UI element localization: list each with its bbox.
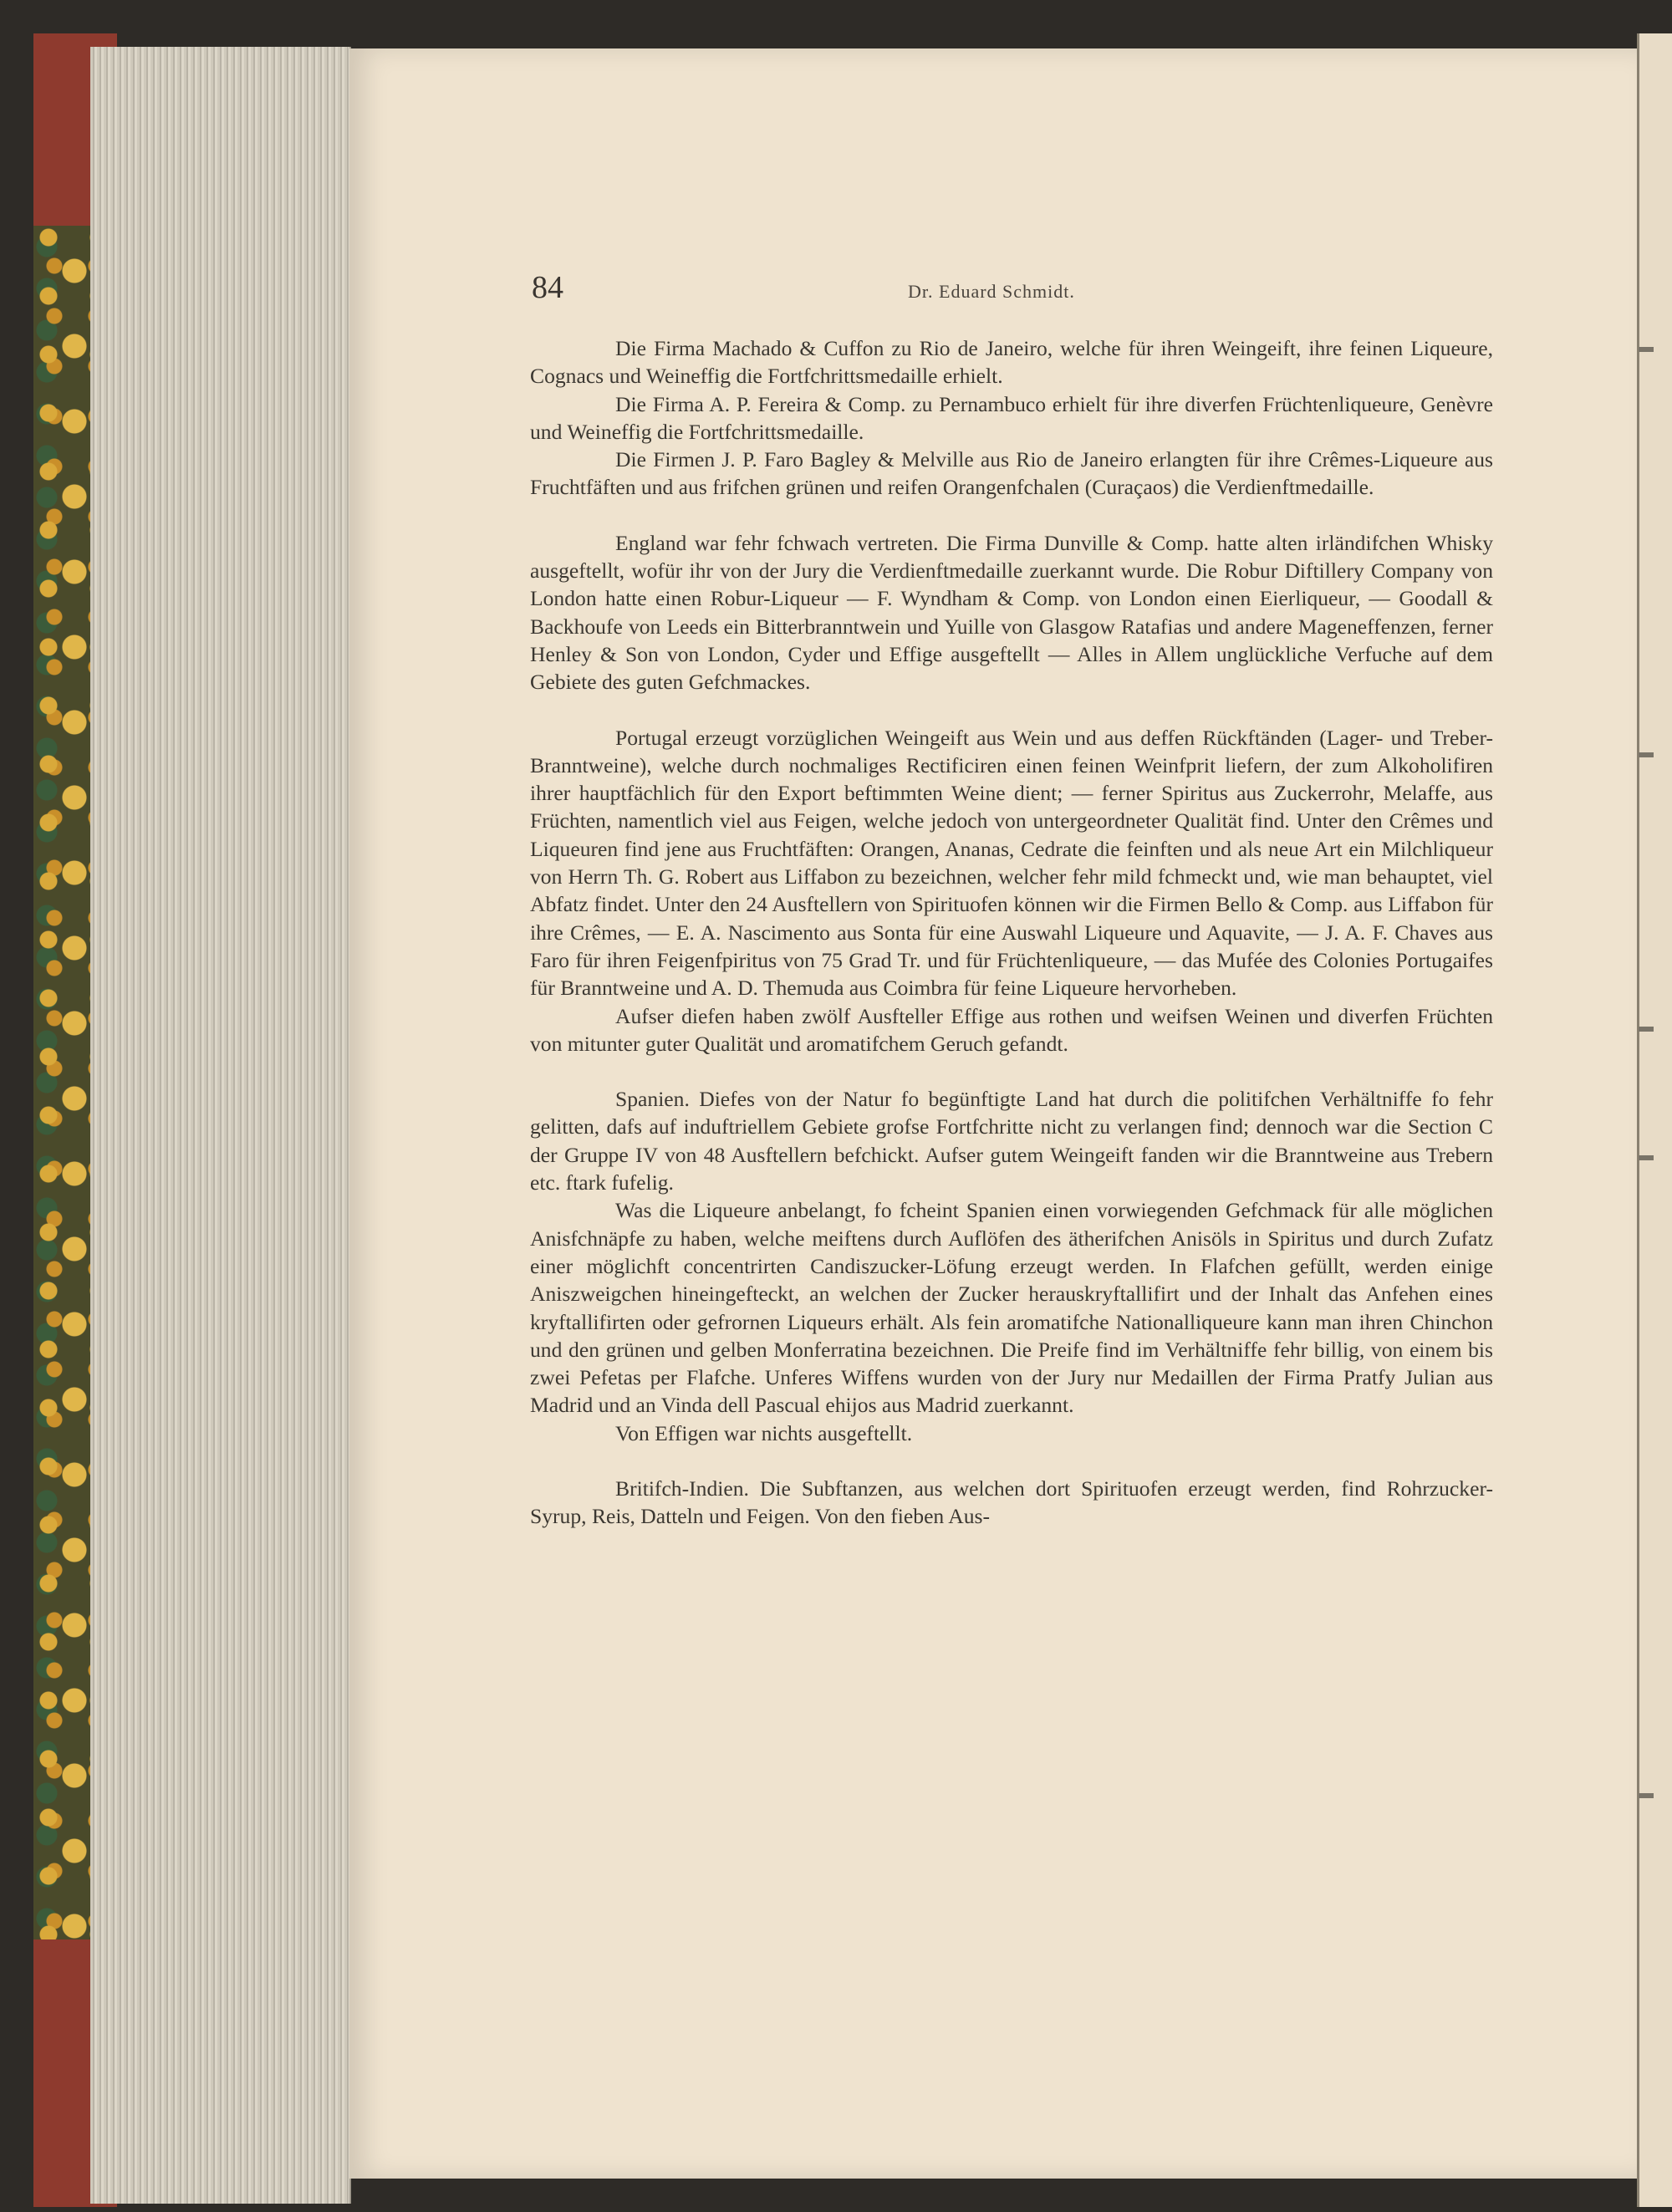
margin-mark: [1639, 347, 1654, 352]
page-number: 84: [532, 270, 563, 305]
paragraph-fereira: Die Firma A. P. Fereira & Comp. zu Pernambuco erhielt für ihre diverfen Früchtenliqueure, Genèvre und Weineffig die Fortfchrittsmedaille.: [530, 391, 1493, 444]
paragraph-spain-vinegar: Von Effigen war nichts ausgeftellt.: [615, 1420, 913, 1445]
paragraph-spain-liqueurs: Was die Liqueure anbelangt, fo fcheint Spanien einen vorwiegenden Gefchmack für alle möglichen Anisfchnäpfe zu haben, welche meiftens durch Auflöfen des ätherifchen Anisöls in Spiritus und durch Zufatz einer möglichft concentrirten Candiszucker-Löfung erzeugt werden. In Flafchen gefüllt, werden einige Aniszweigchen hineingefteckt, an welchen der Zucker herauskryftallifirt und der Inhalt das Anfehen eines kryftallifirten oder gefrornen Liqueurs erhält. Als fein aromatifche Nationalliqueure kann man ihren Chinchon und den grünen und gelben Monferratina bezeichnen. Die Preife find im Verhältniffe fehr billig, von einem bis zwei Pefetas per Flafche. Unferes Wiffens wurden von der Jury nur Medaillen der Firma Pratfy Julian aus Madrid und an Vinda dell Pascual ehijos aus Madrid zuerkannt.: [530, 1198, 1493, 1418]
body-text: [530, 334, 1493, 1531]
paragraph-machado: Die Firma Machado & Cuffon zu Rio de Janeiro, welche für ihren Weingeift, ihre feinen Liqueure, Cognacs und Weineffig die Fortfchrittsmedaille erhielt.: [530, 336, 1493, 389]
paragraph-portugal: Portugal erzeugt vorzüglichen Weingeift aus Wein und aus deffen Rückftänden (Lager- und Treber-Branntweine), welche durch nochmaliges Rectificiren einen feinen Weinfprit liefern, der zum Alkoholifiren ihrer hauptfächlich für den Export beftimmten Weine dient; — ferner Spiritus aus Zuckerrohr, Melaffe, aus Früchten, namentlich viel aus Feigen, welche jedoch von untergeordneter Qualität find. Unter den Crêmes und Liqueuren find jene aus Fruchtfäften: Orangen, Ananas, Cedrate die feinften und als neue Art ein Milchliqueur von Herrn Th. G. Robert aus Liffabon zu bezeichnen, welcher fehr mild fchmeckt und, wie man behauptet, viel Abfatz findet. Unter den 24 Ausftellern von Spirituofen können wir die Firmen Bello & Comp. aus Liffabon für ihre Crêmes, — E. A. Nascimento aus Sonta für eine Auswahl Liqueure und Aquavite, — J. A. F. Chaves aus Faro für ihren Feigenfpiritus von 75 Grad Tr. und für Früchtenliqueure, — das Mufée des Colonies Portugaifes für Branntweine und A. D. Themuda aus Coimbra für feine Liqueure hervorheben.: [530, 725, 1493, 1001]
paragraph-portugal-vinegar: Aufser diefen haben zwölf Ausfteller Effige aus rothen und weifsen Weinen und diverfen Früchten von mitunter guter Qualität und aromatifchem Geruch gefandt.: [530, 1003, 1493, 1056]
paragraph-faro-bagley: Die Firmen J. P. Faro Bagley & Melville aus Rio de Janeiro erlangten für ihre Crêmes-Liqueure aus Fruchtfäften und aus frifchen grünen und reifen Orangenfchalen (Curaçaos) die Verdienftmedaille.: [530, 447, 1493, 500]
margin-mark: [1639, 1793, 1654, 1798]
paragraph-british-india: Britifch-Indien. Die Subftanzen, aus welchen dort Spirituofen erzeugt werden, find Rohrzucker-Syrup, Reis, Datteln und Feigen. Von den fieben Aus-: [530, 1476, 1493, 1529]
paragraph-england: England war fehr fchwach vertreten. Die Firma Dunville & Comp. hatte alten irländifchen Whisky ausgeftellt, wofür ihr von der Jury die Verdienftmedaille zuerkannt wurde. Die Robur Diftillery Company von London hatte einen Robur-Liqueur — F. Wyndham & Comp. von London einen Eierliqueur, — Goodall & Backhoufe von Leeds ein Bitterbranntwein und Yuille von Glasgow Ratafias und andere Mageneffenzen, ferner Henley & Son von London, Cyder und Effige ausgeftellt — Alles in Allem unglückliche Verfuche auf dem Gebiete des guten Gefchmackes.: [530, 530, 1493, 695]
page-edges: [90, 47, 351, 2204]
margin-mark: [1639, 752, 1654, 757]
paragraph-spain: Spanien. Diefes von der Natur fo begünftigte Land hat durch die politifchen Verhältniffe fo fehr gelitten, dafs auf induftriellem Gebiete grofse Fortfchritte nicht zu verlangen find; dennoch war die Section C der Gruppe IV von 48 Ausftellern befchickt. Aufser gutem Weingeift fanden wir die Branntweine aus Trebern etc. ftark fufelig.: [530, 1087, 1493, 1195]
facing-page-edge: [1637, 33, 1672, 2207]
running-head: Dr. Eduard Schmidt.: [908, 281, 1075, 302]
margin-mark: [1639, 1155, 1654, 1160]
margin-mark: [1639, 1027, 1654, 1032]
